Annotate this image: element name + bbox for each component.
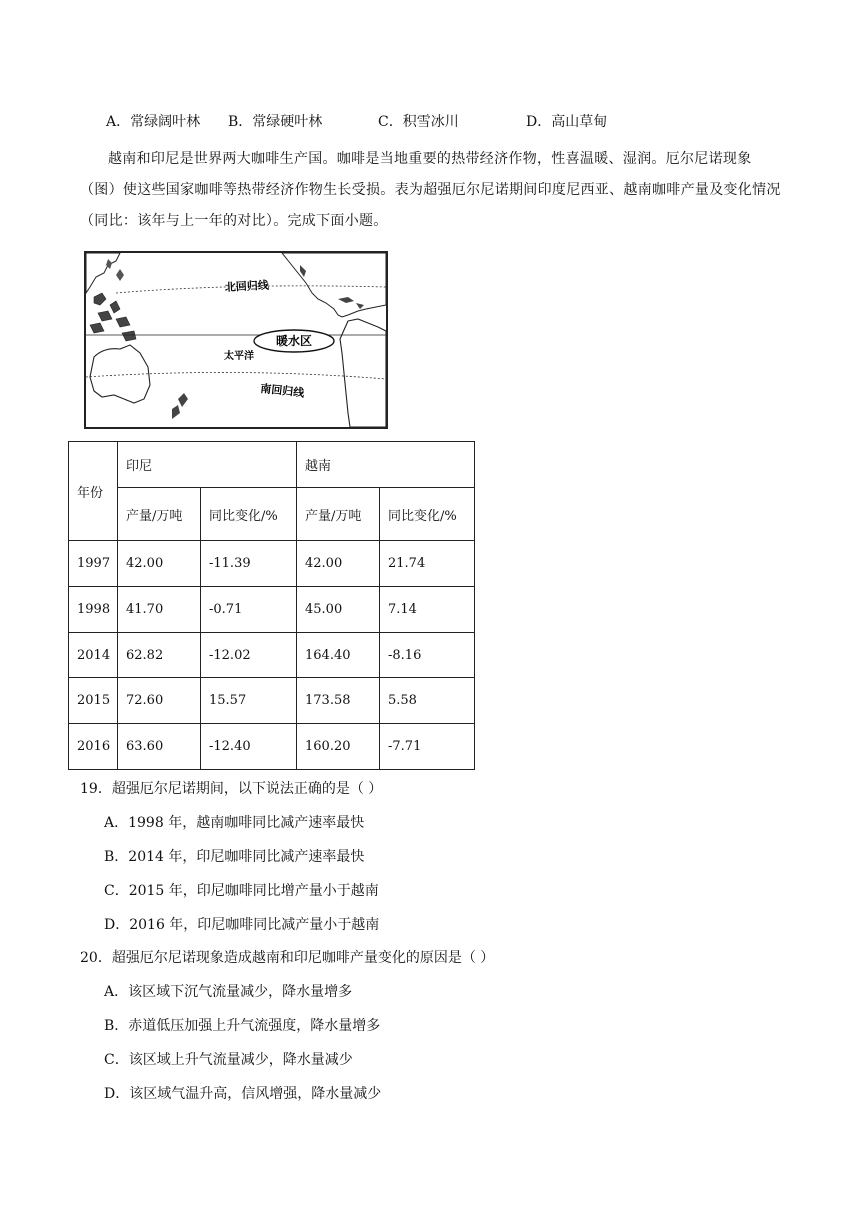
table-row — [69, 678, 475, 724]
asia-coast — [86, 253, 120, 293]
q19-choice-b: B．2014 年，印尼咖啡同比减产速率最快 — [104, 849, 365, 865]
cell-year: 1998 — [69, 587, 118, 633]
option-a: A．常绿阔叶林 — [106, 114, 201, 130]
option-d: D．高山草甸 — [526, 114, 608, 130]
header-vietnam: 越南 — [297, 442, 475, 488]
tropic-of-capricorn-line — [86, 372, 386, 379]
table-row — [69, 724, 475, 770]
cell-id-change: -12.40 — [201, 724, 297, 770]
q19-choice-a: A．1998 年，越南咖啡同比减产速率最快 — [104, 815, 365, 831]
header-id-output: 产量/万吨 — [118, 488, 201, 541]
tropic-cancer-label: 北回归线 — [224, 278, 270, 294]
q19-choice-c: C．2015 年，印尼咖啡同比增产量小于越南 — [104, 883, 379, 899]
question-19-stem: 19．超强厄尔尼诺期间，以下说法正确的是（ ） — [80, 781, 383, 797]
cell-year: 1997 — [69, 541, 118, 587]
north-america — [282, 253, 386, 317]
tropic-capricorn-label: 南回归线 — [259, 382, 305, 400]
caribbean — [338, 297, 364, 309]
pacific-label: 太平洋 — [224, 351, 254, 362]
q20-choice-d: D．该区域气温升高，信风增强，降水量减少 — [104, 1086, 382, 1102]
australia — [90, 345, 150, 403]
previous-question-options — [106, 111, 746, 133]
el-nino-map — [84, 251, 388, 429]
header-year: 年份 — [69, 442, 118, 541]
intro-paragraph: 越南和印尼是世界两大咖啡生产国。咖啡是当地重要的热带经济作物，性喜温暖、湿润。厄尔尼诺现象（图）使这些国家咖啡等热带经济作物生长受损。表为超强厄尔尼诺期间印度尼西亚、越南咖啡产量及变化情况（同比：该年与上一年的对比）。完成下面小题。 — [80, 151, 781, 229]
cell-vn-change: 5.58 — [380, 678, 475, 724]
cell-vn-change: -7.71 — [380, 724, 475, 770]
cell-id-output: 62.82 — [118, 633, 201, 678]
cell-id-output: 42.00 — [118, 541, 201, 587]
coffee-production-table — [68, 441, 475, 770]
question-20-stem: 20．超强厄尔尼诺现象造成越南和印尼咖啡产量变化的原因是（ ） — [80, 950, 495, 966]
option-c: C．积雪冰川 — [378, 114, 459, 130]
header-vn-change: 同比变化/% — [380, 488, 475, 541]
warm-zone-label: 暖水区 — [276, 334, 313, 348]
table-header-row-2 — [69, 488, 475, 541]
cell-id-change: -11.39 — [201, 541, 297, 587]
header-indonesia: 印尼 — [118, 442, 297, 488]
cell-year: 2014 — [69, 633, 118, 678]
header-id-change: 同比变化/% — [201, 488, 297, 541]
cell-id-output: 63.60 — [118, 724, 201, 770]
cell-vn-output: 160.20 — [297, 724, 380, 770]
table-row — [69, 633, 475, 678]
cell-vn-output: 45.00 — [297, 587, 380, 633]
cell-vn-change: 7.14 — [380, 587, 475, 633]
cell-vn-output: 173.58 — [297, 678, 380, 724]
table-row — [69, 587, 475, 633]
baja — [300, 265, 306, 277]
q19-choice-d: D．2016 年，印尼咖啡同比减产量小于越南 — [104, 917, 380, 933]
map-drawing — [86, 253, 386, 427]
cell-year: 2015 — [69, 678, 118, 724]
indonesia-islands — [90, 293, 136, 341]
q20-choice-c: C．该区域上升气流量减少，降水量减少 — [104, 1052, 353, 1068]
cell-id-change: -12.02 — [201, 633, 297, 678]
cell-id-output: 72.60 — [118, 678, 201, 724]
cell-vn-change: -8.16 — [380, 633, 475, 678]
header-vn-output: 产量/万吨 — [297, 488, 380, 541]
cell-id-change: 15.57 — [201, 678, 297, 724]
q20-choice-b: B．赤道低压加强上升气流强度，降水量增多 — [104, 1018, 381, 1034]
cell-vn-output: 164.40 — [297, 633, 380, 678]
cell-vn-change: 21.74 — [380, 541, 475, 587]
option-b: B．常绿硬叶林 — [228, 114, 323, 130]
cell-id-change: -0.71 — [201, 587, 297, 633]
philippines — [106, 259, 124, 281]
table-row — [69, 541, 475, 587]
cell-year: 2016 — [69, 724, 118, 770]
q20-choice-a: A．该区域下沉气流量减少，降水量增多 — [104, 984, 353, 1000]
new-zealand — [172, 393, 188, 419]
cell-vn-output: 42.00 — [297, 541, 380, 587]
table-header-row-1 — [69, 442, 475, 488]
cell-id-output: 41.70 — [118, 587, 201, 633]
